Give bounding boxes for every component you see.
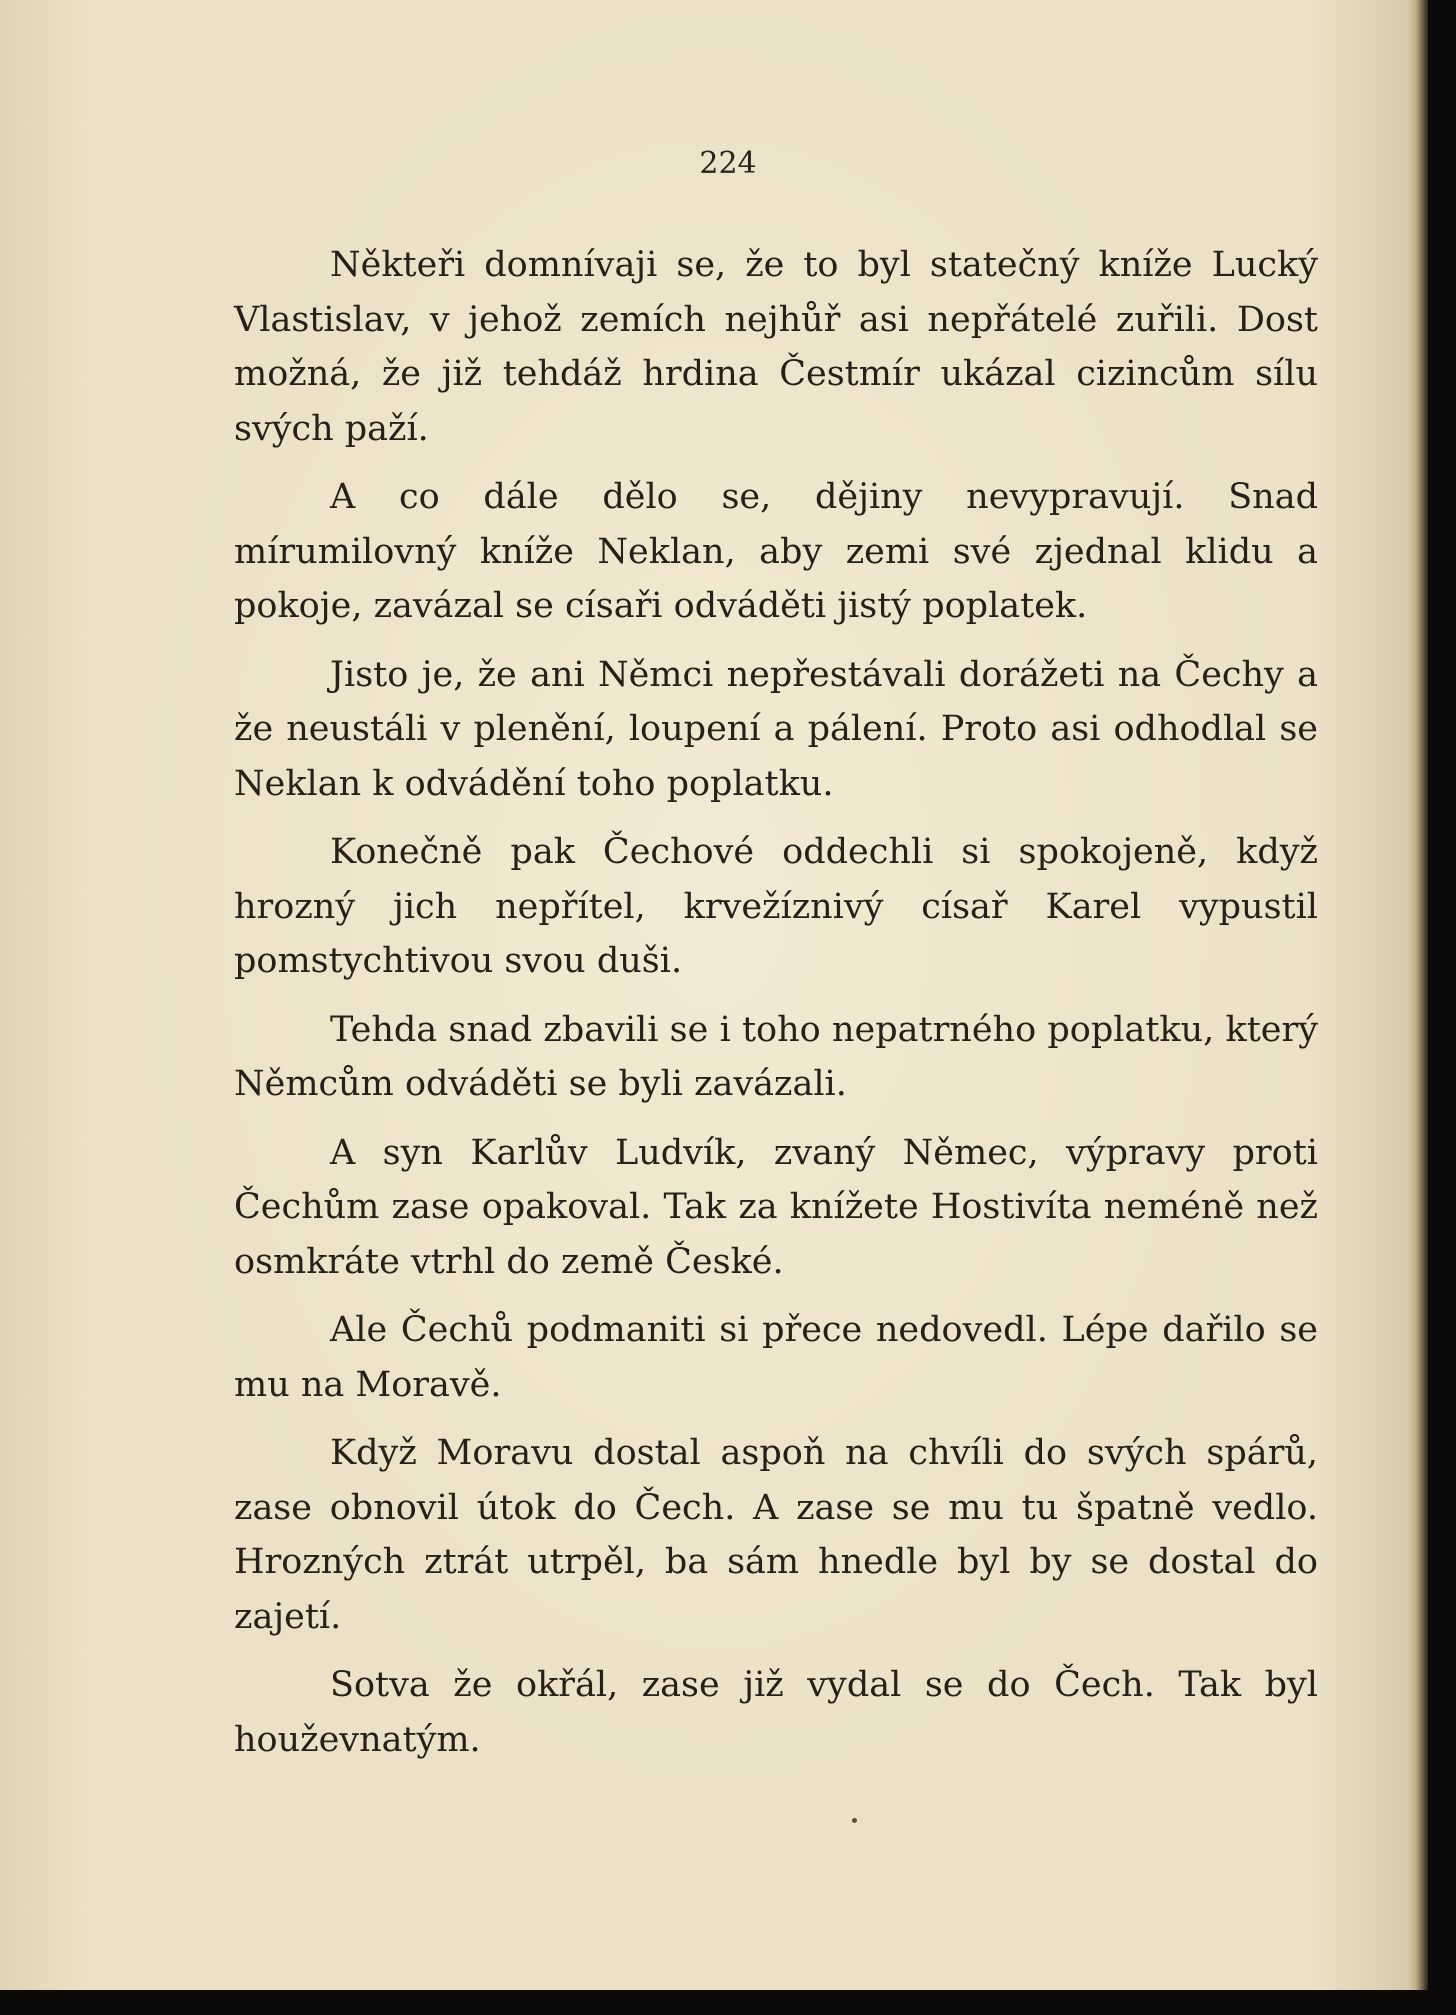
paragraph: A co dále dělo se, dějiny nevypravují. Snad mírumilovný kníže Neklan, aby zemi své zjednal klidu a pokoje, zavázal se císaři odváděti jistý poplatek. (234, 477, 1318, 626)
scan-border-right (1428, 0, 1456, 2015)
paragraph: Sotva že okřál, zase již vydal se do Čech. Tak byl houževnatým. (234, 1665, 1318, 1760)
paragraph: Tehda snad zbavili se i toho nepatrného poplatku, který Němcům odváděti se byli zavázali. (234, 1009, 1318, 1104)
paragraph: Konečně pak Čechové oddechli si spokojeně, když hrozný jich nepřítel, krvežíznivý císař Karel vypustil pomstychtivou svou duši. (234, 832, 1318, 981)
paragraph: Někteři domnívaji se, že to byl statečný kníže Lucký Vlastislav, v jehož zemích nejhůř asi nepřátelé zuřili. Dost možná, že již tehdáž hrdina Čestmír ukázal cizincům sílu svých paží. (234, 245, 1318, 449)
paper-speck (852, 1818, 857, 1823)
paragraph: Jisto je, že ani Němci nepřestávali dorážeti na Čechy a že neustáli v plenění, loupení a pálení. Proto asi odhodlal se Neklan k odvádění toho poplatku. (234, 654, 1318, 804)
paragraph: Když Moravu dostal aspoň na chvíli do svých spárů, zase obnovil útok do Čech. A zase se mu tu špatně vedlo. Hrozných ztrát utrpěl, ba sám hnedle byl by se dostal do zajetí. (234, 1433, 1318, 1637)
paragraph: Ale Čechů podmaniti si přece nedovedl. Lépe dařilo se mu na Moravě. (234, 1310, 1318, 1405)
page-body-text (234, 238, 1318, 1781)
page-edge-shadow (1408, 0, 1428, 1990)
paragraph: A syn Karlův Ludvík, zvaný Němec, výpravy proti Čechům zase opakoval. Tak za knížete Hostivíta neméně než osmkráte vtrhl do země České. (234, 1132, 1318, 1282)
scan-border-bottom (0, 1990, 1456, 2015)
page-number: 224 (699, 146, 757, 181)
